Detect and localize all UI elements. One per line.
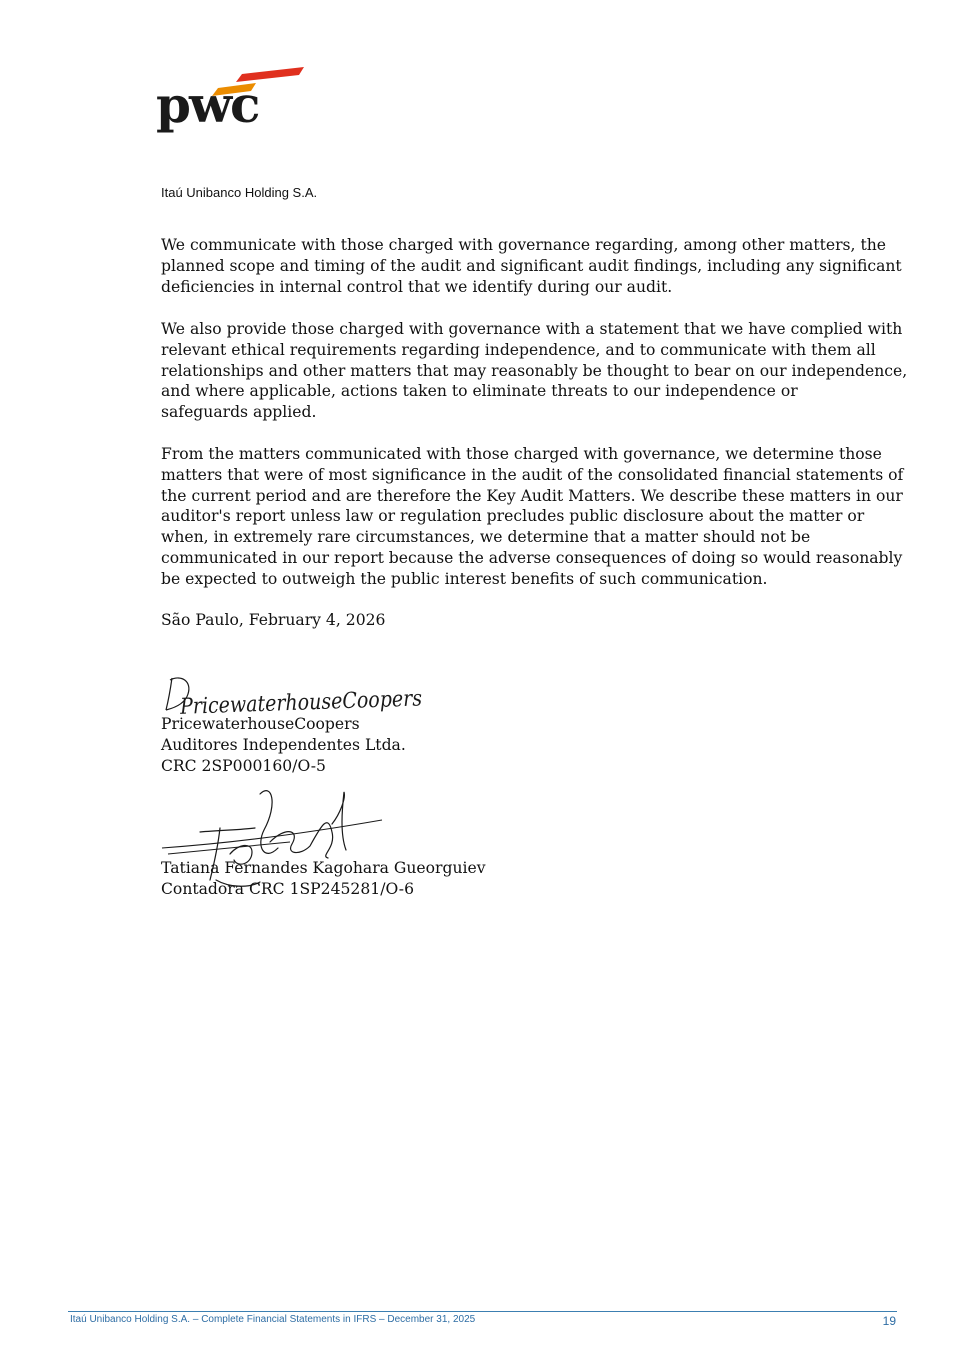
text-line: safeguards applied. <box>161 403 317 422</box>
partner-signature-block <box>161 858 486 900</box>
paragraph-key-audit-matters <box>161 444 904 590</box>
partner-name: Tatiana Fernandes Kagohara Gueorguiev <box>161 859 486 877</box>
text-line: when, in extremely rare circumstances, we determine that a matter should not be <box>161 528 811 547</box>
text-line: the current period and are therefore the Key Audit Matters. We describe these matters in our <box>161 486 903 505</box>
firm-signature-block <box>161 714 406 776</box>
firm-signature-script: PricewaterhouseCoopers <box>179 685 461 720</box>
text-line: From the matters communicated with those charged with governance, we determine those <box>161 445 882 463</box>
text-line: be expected to outweigh the public interest benefits of such communication. <box>161 569 768 588</box>
paragraph-governance-communication <box>161 235 901 297</box>
pwc-logo <box>156 64 306 144</box>
text-line: relevant ethical requirements regarding independence, and to communicate with them all <box>161 340 876 359</box>
firm-name: PricewaterhouseCoopers <box>161 715 360 733</box>
text-line: relationships and other matters that may reasonably be thought to bear on our independence, <box>161 361 908 380</box>
place-and-date: São Paulo, February 4, 2026 <box>161 611 386 629</box>
company-name-header: Itaú Unibanco Holding S.A. <box>161 185 318 200</box>
firm-registration: CRC 2SP000160/O-5 <box>161 756 326 775</box>
text-line: We communicate with those charged with governance regarding, among other matters, the <box>161 236 886 254</box>
page-number: 19 <box>882 1314 896 1328</box>
footer-divider <box>68 1311 897 1312</box>
partner-registration: Contadora CRC 1SP245281/O-6 <box>161 879 414 898</box>
text-line: planned scope and timing of the audit and significant audit findings, including any significant <box>161 256 902 275</box>
text-line: and where applicable, actions taken to eliminate threats to our independence or <box>161 382 798 401</box>
footer-document-title: Itaú Unibanco Holding S.A. – Complete Financial Statements in IFRS – December 31, 2025 <box>70 1314 476 1325</box>
logo-wordmark: pwc <box>156 75 259 134</box>
paragraph-independence-statement <box>161 319 908 423</box>
text-line: We also provide those charged with governance with a statement that we have complied with <box>161 320 903 338</box>
text-line: communicated in our report because the adverse consequences of doing so would reasonably <box>161 548 903 567</box>
text-line: deficiencies in internal control that we identify during our audit. <box>161 277 673 296</box>
firm-legal-name: Auditores Independentes Ltda. <box>161 735 406 754</box>
text-line: auditor's report unless law or regulation precludes public disclosure about the matter or <box>161 507 865 526</box>
text-line: matters that were of most significance in the audit of the consolidated financial statements of <box>161 465 904 484</box>
